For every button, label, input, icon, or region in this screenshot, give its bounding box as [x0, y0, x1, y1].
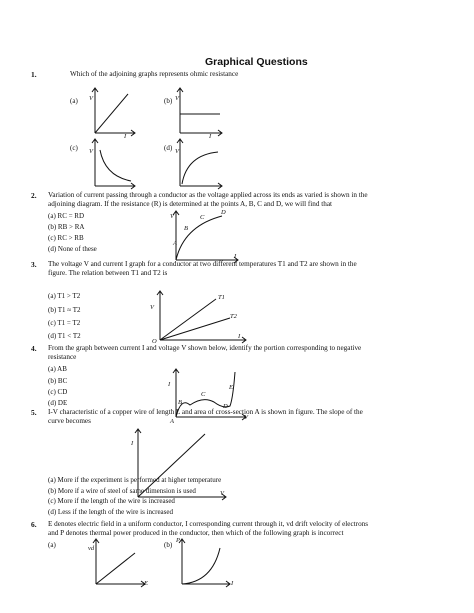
axis-label: P — [176, 537, 180, 544]
question-text: adjoining diagram. If the resistance (R) is determined at the points A, B, C and D, we will find that — [48, 200, 333, 208]
question-text: figure. The relation between T1 and T2 is — [48, 269, 168, 277]
question-number: 2. — [31, 191, 37, 200]
question-text: From the graph between current I and voltage V shown below, identify the portion corresponding to negative — [48, 344, 362, 352]
question-number: 5. — [31, 408, 37, 417]
point-label: A — [173, 240, 177, 247]
axis-label: V — [89, 148, 93, 155]
question-number: 6. — [31, 520, 37, 529]
point-label: A — [170, 418, 174, 425]
option-label[interactable]: (c) — [70, 144, 78, 152]
point-label: B — [178, 399, 182, 406]
question-number: 1. — [31, 70, 37, 79]
option-label[interactable]: (d) T1 < T2 — [48, 332, 81, 340]
axis-label: V — [170, 213, 174, 220]
option-label[interactable]: (a) T1 > T2 — [48, 292, 81, 300]
option-label[interactable]: (b) — [164, 541, 173, 549]
option-label[interactable]: (c) More if the length of the wire is increased — [48, 497, 175, 505]
option-label[interactable]: (d) None of these — [48, 245, 97, 253]
option-label[interactable]: (b) More if a wire of steel of same dimension is used — [48, 487, 196, 495]
page-title: Graphical Questions — [205, 56, 308, 68]
point-label: D — [221, 209, 226, 216]
question-text: E denotes electric field in a uniform conductor, I corresponding current through it, vd drift velocity of electrons — [48, 520, 369, 528]
axis-label: I — [238, 333, 241, 340]
option-label[interactable]: (d) DE — [48, 399, 68, 407]
option-label[interactable]: (c) RC > RB — [48, 234, 84, 242]
option-label[interactable]: (b) RB > RA — [48, 223, 85, 231]
point-label: C — [200, 214, 205, 221]
axis-label: V — [150, 304, 154, 311]
axis-label: E — [144, 580, 148, 587]
point-label: D — [223, 403, 228, 410]
axis-label: I — [231, 580, 234, 587]
option-label[interactable]: (b) — [164, 97, 173, 105]
question-text: The voltage V and current I graph for a conductor at two different temperatures T1 and T2 are shown in the — [48, 260, 357, 268]
option-label[interactable]: (d) — [164, 144, 173, 152]
axis-label: I — [131, 440, 134, 447]
axis-label: I — [234, 253, 237, 260]
axis-label: V — [175, 95, 179, 102]
option-label[interactable]: (b) T1 ≈ T2 — [48, 306, 81, 314]
point-label: E — [229, 384, 233, 391]
axis-label: V — [220, 490, 224, 497]
axis-label: I — [209, 133, 212, 140]
point-label: B — [184, 225, 188, 232]
option-label[interactable]: (a) AB — [48, 365, 67, 373]
axis-label: I — [124, 133, 127, 140]
question-number: 4. — [31, 344, 37, 353]
question-text: resistance — [48, 353, 77, 361]
question-text: Which of the adjoining graphs represents ohmic resistance — [70, 70, 239, 78]
question-number: 3. — [31, 260, 37, 269]
origin-label: O — [152, 338, 157, 345]
option-label[interactable]: (a) — [48, 541, 56, 549]
option-label[interactable]: (c) T1 = T2 — [48, 319, 81, 327]
option-label[interactable]: (d) Less if the length of the wire is increased — [48, 508, 173, 516]
option-label[interactable]: (b) BC — [48, 377, 68, 385]
line-label: T1 — [218, 294, 225, 301]
question-text: Variation of current passing through a conductor as the voltage applied across its ends as varied is shown in the — [48, 191, 368, 199]
option-label[interactable]: (c) CD — [48, 388, 68, 396]
axis-label: vd — [88, 545, 95, 552]
line-label: T2 — [230, 313, 237, 320]
question-text: and P denotes thermal power produced in the conductor, then which of the following graph is incorrect — [48, 529, 344, 537]
axis-label: V — [89, 95, 93, 102]
axis-label: V — [175, 148, 179, 155]
option-label[interactable]: (a) RC = RD — [48, 212, 85, 220]
option-label[interactable]: (a) — [70, 97, 78, 105]
option-label[interactable]: (a) More if the experiment is performed at higher temperature — [48, 476, 222, 484]
axis-label: V — [244, 414, 248, 421]
question-text: curve becomes — [48, 417, 91, 425]
axis-label: I — [168, 381, 171, 388]
question-text: I-V characteristic of a copper wire of length L and area of cross-section A is shown in figure. The slope of the — [48, 408, 363, 416]
point-label: C — [201, 391, 206, 398]
